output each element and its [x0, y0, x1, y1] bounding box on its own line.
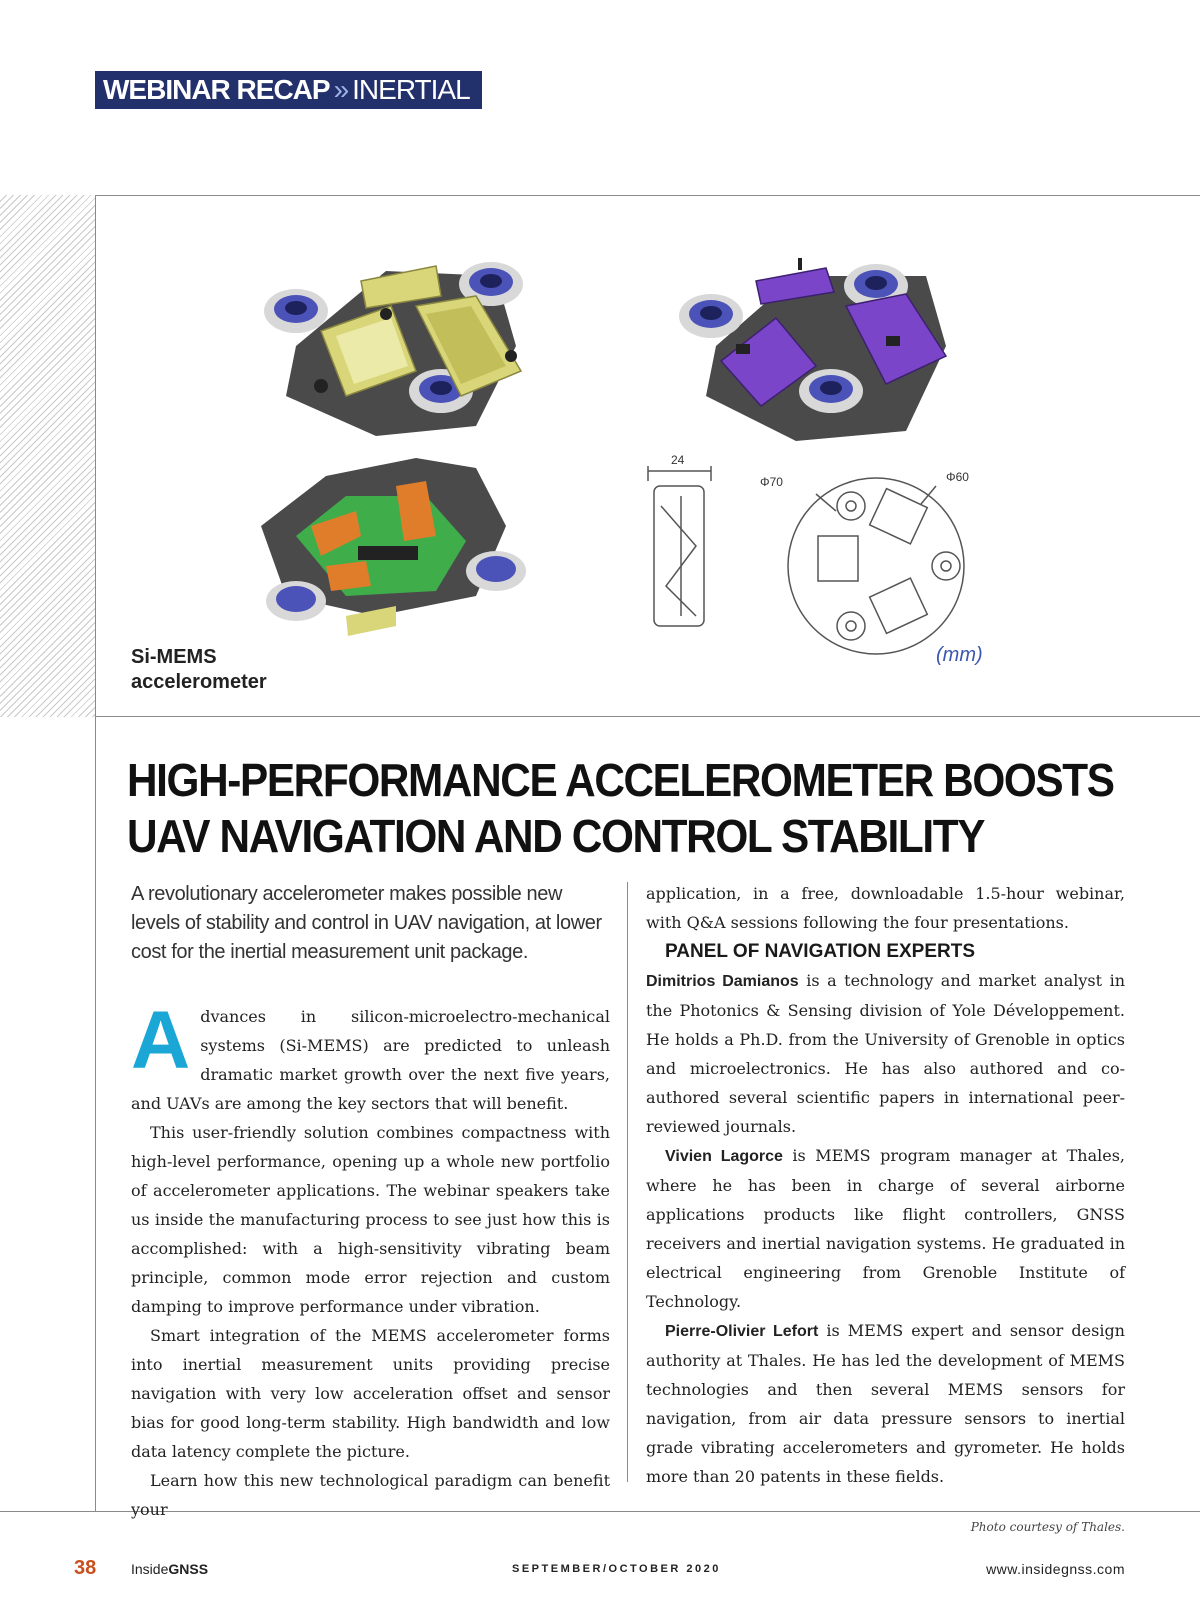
body-paragraph: This user-friendly solution combines compactness with high-level performance, opening up a whole new portfolio of accelerometer applications. The webinar speakers take us inside the manufacturing process to see just how this is accomplished: with a high-sensitivity vibrating beam principle, common mode error rejection and custom damping to improve performance under vibration. [131, 1123, 610, 1316]
body-paragraph: application, in a free, downloadable 1.5-hour webinar, with Q&A sessions following the four presentations. [646, 884, 1125, 932]
dim-d60-label: Φ60 [946, 470, 969, 484]
headline-line-1: HIGH-PERFORMANCE ACCELEROMETER BOOSTS [127, 754, 1114, 806]
body-paragraph [131, 995, 610, 1118]
expert-name: Dimitrios Damianos [646, 973, 799, 990]
caption-line-2: accelerometer [131, 671, 267, 693]
expert-bio-text: is a technology and market analyst in the Photonics & Sensing division of Yole Développement. He holds a Ph.D. from the University of Grenoble in optics and microelectronics. He has also authored and co-authored several scientific papers in international peer-reviewed journals. [646, 971, 1125, 1136]
panel-heading: PANEL OF NAVIGATION EXPERTS [665, 941, 976, 962]
chevron-right-icon: » [333, 74, 349, 105]
publication-prefix: Inside [131, 1561, 169, 1577]
expert-name: Pierre-Olivier Lefort [665, 1323, 819, 1340]
render-yellow [264, 262, 523, 436]
figure-bottom-rule [0, 716, 1200, 717]
right-column [646, 879, 1125, 1491]
drawing-top-view [788, 478, 964, 654]
dim-width-label: 24 [671, 453, 685, 467]
render-purple [679, 258, 946, 441]
hatch-pattern [0, 195, 95, 717]
caption-line-1: Si-MEMS [131, 646, 217, 668]
expert-bio [646, 1141, 1125, 1316]
render-cutaway [261, 458, 526, 636]
section-tag [95, 71, 482, 109]
drawing-side-view [648, 466, 711, 626]
expert-bio-text: is MEMS expert and sensor design authority at Thales. He has led the development of MEMS technologies and then several MEMS sensors for navigation, from air data pressure sensors to inertial grade vibrating accelerometers and gyrometer. He holds more than 20 patents in these fields. [646, 1321, 1125, 1486]
article-deck: A revolutionary accelerometer makes possible new levels of stability and control in UAV navigation, at lower cost for the inertial measurement unit package. [131, 883, 602, 963]
article-headline [127, 752, 1127, 864]
page-number: 38 [74, 1557, 97, 1579]
headline-line-2: UAV NAVIGATION AND CONTROL STABILITY [127, 810, 985, 862]
body-paragraph: Smart integration of the MEMS accelerometer forms into inertial measurement units providing precise navigation with very low acceleration offset and sensor bias for good long-term stability. High bandwidth and low data latency complete the picture. [131, 1326, 610, 1461]
drop-cap: A [131, 995, 191, 1086]
accelerometer-figure [96, 196, 1200, 716]
publication-bold: GNSS [168, 1561, 209, 1577]
left-column [131, 995, 610, 1524]
units-label: (mm) [936, 644, 983, 666]
expert-bio-text: is MEMS program manager at Thales, where he has been in charge of several airborne applications products like flight controllers, GNSS receivers and inertial navigation systems. He graduated in electrical engineering from Grenoble Institute of Technology. [646, 1146, 1126, 1311]
site-url: www.insidegnss.com [986, 1561, 1125, 1577]
publication-name [131, 1561, 208, 1577]
dim-d70-label: Φ70 [760, 475, 783, 489]
body-paragraph: Learn how this new technological paradigm can benefit your [131, 1471, 610, 1519]
column-divider [627, 882, 628, 1482]
subsection-label: INERTIAL [352, 74, 470, 105]
expert-bio [646, 966, 1125, 1141]
figure-caption [131, 645, 267, 695]
expert-bio [646, 1316, 1125, 1491]
issue-date: SEPTEMBER/OCTOBER 2020 [512, 1563, 721, 1575]
photo-credit: Photo courtesy of Thales. [970, 1520, 1125, 1534]
paragraph-text: dvances in silicon-microelectro-mechanical systems (Si-MEMS) are predicted to unleash dramatic market growth over the next five years, and UAVs are among the key sectors that will benefit. [131, 1007, 610, 1113]
expert-name: Vivien Lagorce [665, 1148, 783, 1165]
section-label: WEBINAR RECAP [103, 74, 330, 105]
